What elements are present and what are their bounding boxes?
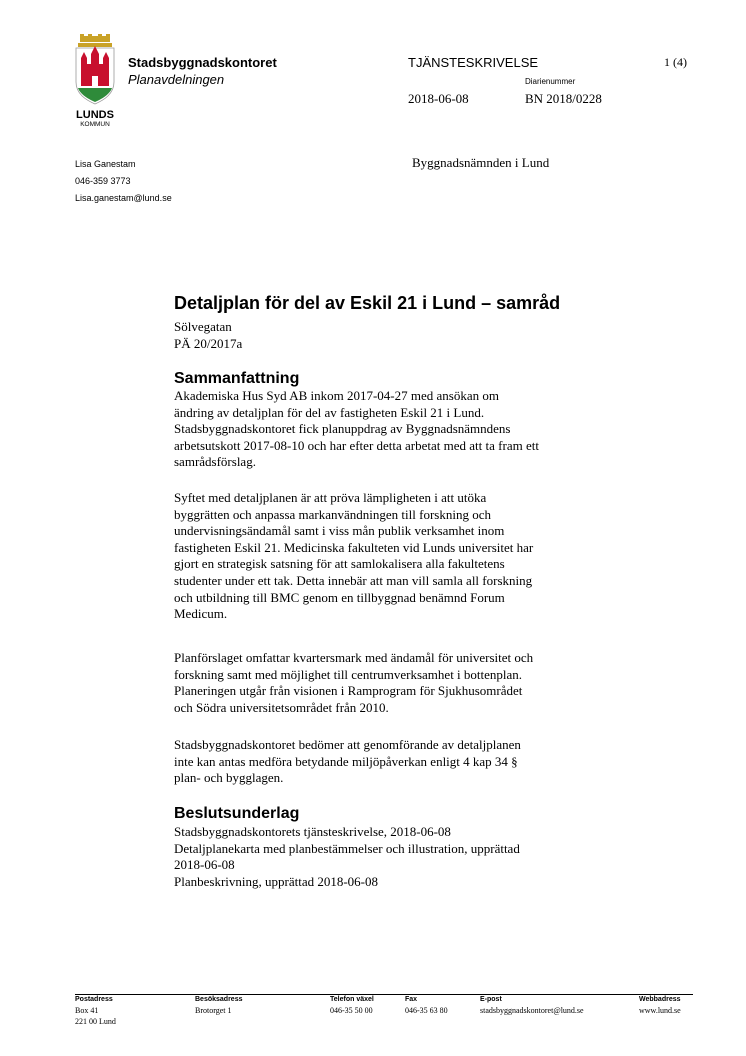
footer-email-value[interactable]: stadsbyggnadskontoret@lund.se (480, 1006, 584, 1015)
page-number: 1 (4) (664, 55, 687, 69)
footer-postal-line2: 221 00 Lund (75, 1017, 116, 1026)
document-subtitle-reference: PÄ 20/2017a (174, 336, 243, 351)
footer-web-label: Webbadress (639, 996, 681, 1003)
footer-phone-value: 046-35 50 00 (330, 1006, 373, 1015)
summary-paragraph-1: Akademiska Hus Syd AB inkom 2017-04-27 med ansökan om ändring av detaljplan för del av fastigheten Eskil 21 i Lund. Stadsbyggnadskontoret fick planuppdrag av Byggnadsnämndens arbetsutskott 2017-08-10 och har efter detta arbetat med att ta fram ett samrådsförslag. (174, 388, 539, 470)
summary-paragraph-4: Stadsbyggnadskontoret bedömer att genomförande av detaljplanen inte kan antas medföra betydande miljöpåverkan enligt 4 kap 34 § plan- och bygglagen. (174, 737, 521, 786)
footer-phone-label: Telefon växel (330, 996, 374, 1003)
summary-paragraph-3: Planförslaget omfattar kvartersmark med ändamål för universitet och forskning samt med möjlighet till centrumverksamhet i bottenplan. Planeringen utgår från visionen i Ramprogram för Sjukhusområdet och Södra universitetsområdet från 2010. (174, 650, 534, 715)
svg-text:KOMMUN: KOMMUN (80, 121, 110, 128)
diarie-label: Diarienummer (525, 77, 576, 86)
contact-phone: 046-359 3773 (75, 176, 131, 186)
list-item: Stadsbyggnadskontorets tjänsteskrivelse, 2018-06-08 (174, 824, 451, 839)
org-department: Planavdelningen (128, 72, 225, 87)
summary-heading: Sammanfattning (174, 370, 300, 387)
recipient: Byggnadsnämnden i Lund (412, 155, 550, 170)
document-title: Detaljplan för del av Eskil 21 i Lund – samråd (174, 293, 561, 313)
summary-paragraph-2: Syftet med detaljplanen är att pröva lämpligheten i att utöka byggrätten och anpassa markanvändningen till forskning och undervisningsändamål samt i viss mån publik verksamhet inom fastigheten Eskil 21. Medicinska fakulteten vid Lunds universitet har gjort en strategisk satsning för att samlokalisera alla fakultetens studenter under ett tak. Detta innebär att man vill samla all forskning och utbildning till BMC genom en tillbyggnad benämnd Forum Medicum. (174, 490, 534, 622)
basis-list (174, 824, 614, 890)
basis-heading: Beslutsunderlag (174, 805, 300, 822)
footer-visit-label: Besöksadress (195, 996, 243, 1003)
document-subtitle-street: Sölvegatan (174, 319, 232, 334)
list-item: Detaljplanekarta med planbestämmelser och illustration, upprättad (174, 840, 520, 856)
contact-email[interactable]: Lisa.ganestam@lund.se (75, 193, 172, 203)
footer-email-label: E-post (480, 996, 502, 1003)
footer-postal-label: Postadress (75, 996, 113, 1003)
footer-fax-label: Fax (405, 996, 418, 1003)
footer-fax-value: 046-35 63 80 (405, 1006, 448, 1015)
contact-name: Lisa Ganestam (75, 159, 136, 169)
footer-visit-value: Brotorget 1 (195, 1006, 232, 1015)
document-type: TJÄNSTESKRIVELSE (408, 55, 539, 70)
list-item: Planbeskrivning, upprättad 2018-06-08 (174, 873, 378, 889)
footer-postal-line1: Box 41 (75, 1006, 99, 1015)
svg-text:LUNDS: LUNDS (76, 109, 114, 121)
footer-divider (75, 994, 693, 995)
diarie-number: BN 2018/0228 (525, 91, 602, 106)
lunds-kommun-logo (72, 34, 118, 128)
list-item: 2018-06-08 (174, 857, 235, 873)
coat-of-arms-icon (72, 34, 118, 128)
document-date: 2018-06-08 (408, 91, 469, 106)
footer-web-value[interactable]: www.lund.se (639, 1006, 681, 1015)
org-name: Stadsbyggnadskontoret (128, 55, 277, 70)
